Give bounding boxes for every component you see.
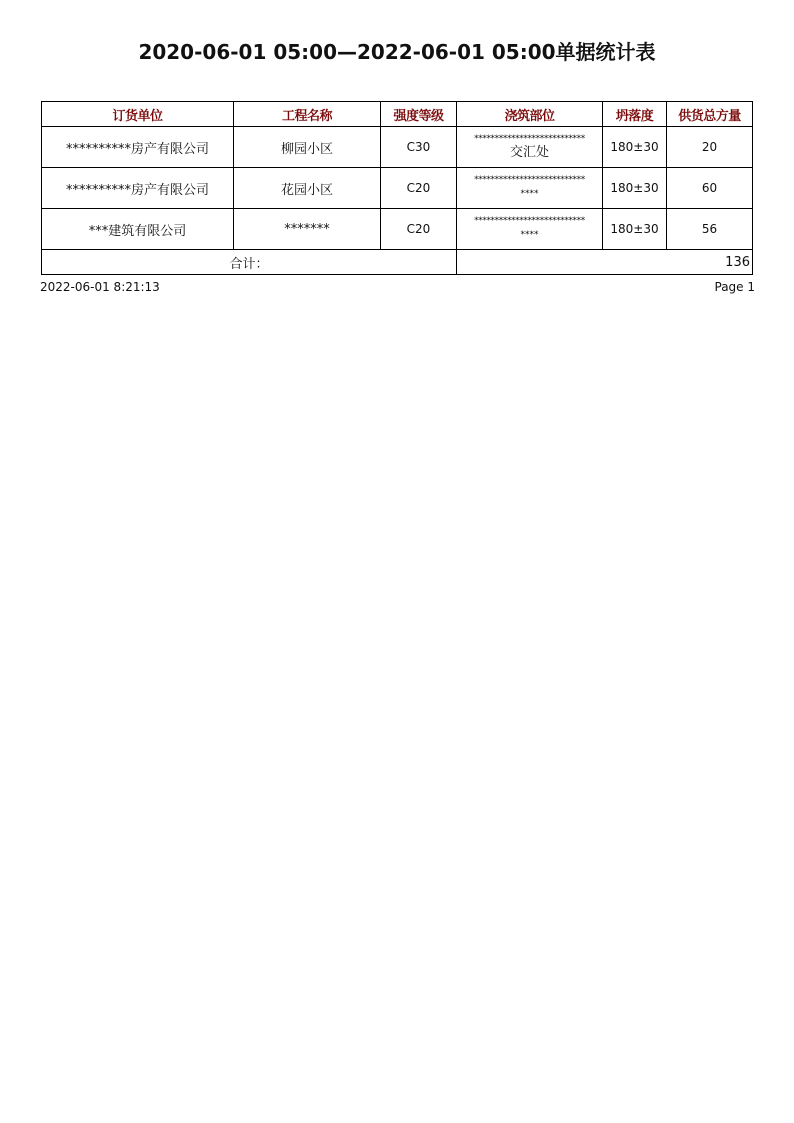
cell-project: *******: [234, 209, 381, 250]
column-header-pour-location: 浇筑部位: [457, 102, 603, 127]
pour-location-line2: ****: [520, 188, 539, 199]
cell-pour-location: [457, 127, 603, 168]
cell-grade: C30: [381, 127, 457, 168]
cell-project: 柳园小区: [234, 127, 381, 168]
cell-slump: 180±30: [603, 209, 667, 250]
cell-volume: 60: [667, 168, 753, 209]
total-row: [42, 250, 753, 275]
column-header-grade: 强度等级: [381, 102, 457, 127]
total-value: 136: [457, 250, 753, 275]
pour-location-line2: ****: [520, 229, 539, 240]
column-header-project: 工程名称: [234, 102, 381, 127]
cell-unit: ***建筑有限公司: [42, 209, 234, 250]
cell-pour-location: [457, 209, 603, 250]
cell-grade: C20: [381, 168, 457, 209]
table-header-row: [42, 102, 753, 127]
cell-slump: 180±30: [603, 168, 667, 209]
pour-location-line1: ***************************: [474, 215, 585, 226]
cell-volume: 20: [667, 127, 753, 168]
report-title: 2020-06-01 05:00—2022-06-01 05:00单据统计表: [138, 40, 656, 64]
cell-unit: **********房产有限公司: [42, 168, 234, 209]
table-row: [42, 127, 753, 168]
column-header-volume: 供货总方量: [667, 102, 753, 127]
pour-location-line1: ***************************: [474, 133, 585, 144]
pour-location-line1: ***************************: [474, 174, 585, 185]
table-row: [42, 209, 753, 250]
cell-project: 花园小区: [234, 168, 381, 209]
pour-location-line2: 交汇处: [509, 144, 549, 160]
report-table: [41, 101, 753, 275]
cell-grade: C20: [381, 209, 457, 250]
cell-pour-location: [457, 168, 603, 209]
cell-volume: 56: [667, 209, 753, 250]
page-number: Page 1: [714, 280, 755, 294]
cell-slump: 180±30: [603, 127, 667, 168]
column-header-unit: 订货单位: [42, 102, 234, 127]
cell-unit: **********房产有限公司: [42, 127, 234, 168]
total-label: 合计：: [42, 250, 457, 275]
print-timestamp: 2022-06-01 8:21:13: [40, 280, 160, 294]
table-row: [42, 168, 753, 209]
column-header-slump: 坍落度: [603, 102, 667, 127]
